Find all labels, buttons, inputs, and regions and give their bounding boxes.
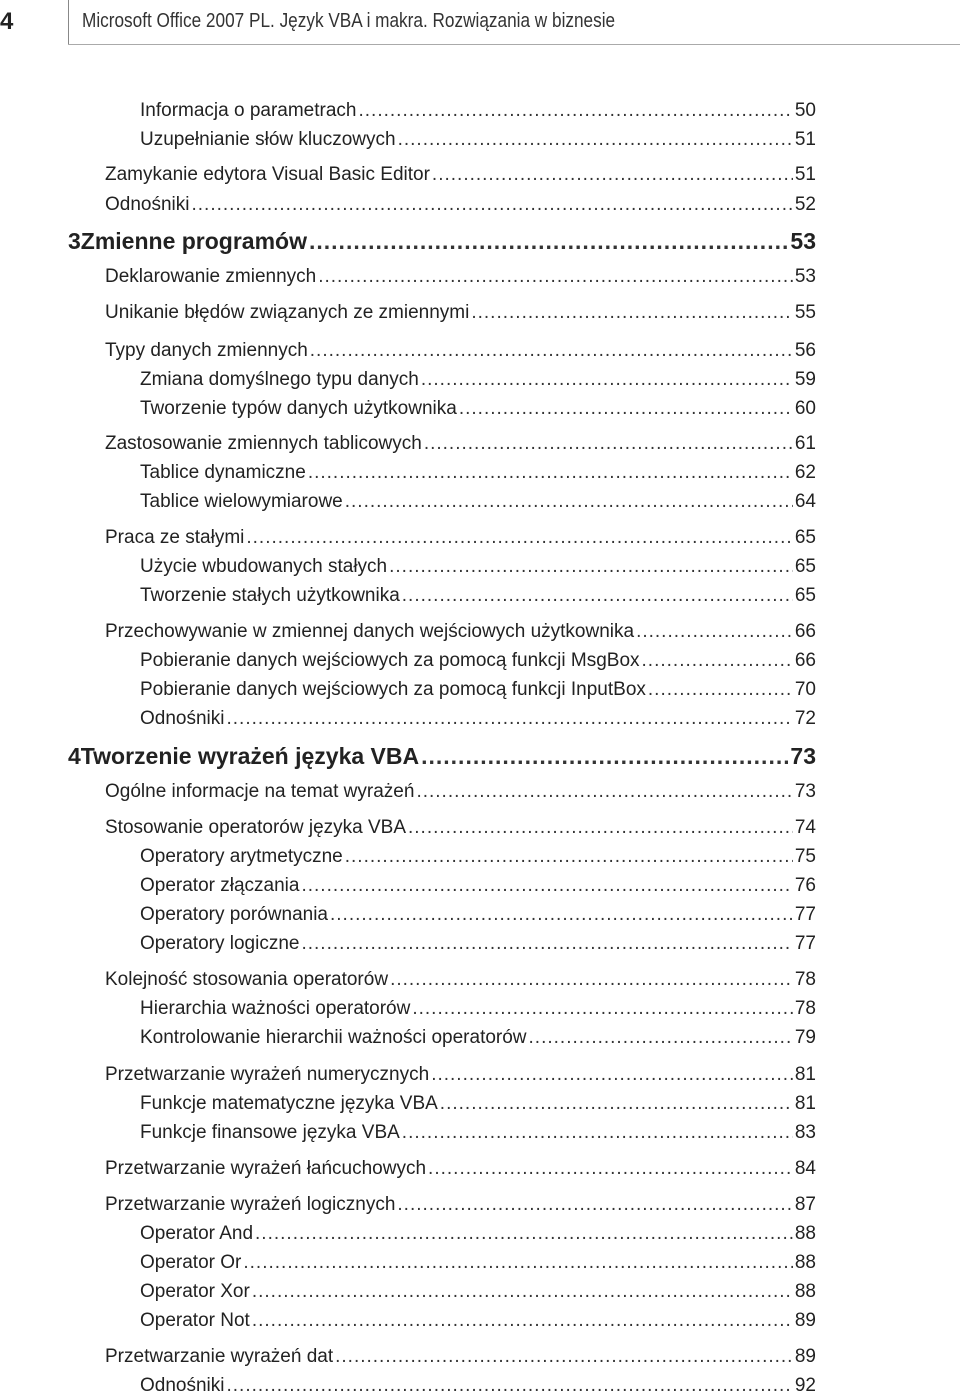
toc-page-number: 92 xyxy=(794,1375,816,1396)
toc-entry-title: Operatory porównania xyxy=(140,904,328,925)
toc-entry-title: Operator Xor xyxy=(140,1281,250,1302)
toc-entry[interactable] xyxy=(140,904,816,926)
toc-entry[interactable] xyxy=(140,875,816,897)
dot-leader xyxy=(309,228,788,255)
toc-entry-title: Odnośniki xyxy=(140,708,225,729)
dot-leader xyxy=(431,1064,793,1086)
dot-leader xyxy=(642,650,793,672)
toc-entry-title: Deklarowanie zmiennych xyxy=(105,266,317,287)
toc-page-number: 88 xyxy=(794,1281,816,1302)
toc-page-number: 66 xyxy=(794,621,816,642)
toc-entry-title: Przetwarzanie wyrażeń numerycznych xyxy=(105,1064,430,1085)
header-divider xyxy=(68,0,69,44)
toc-page-number: 53 xyxy=(794,266,816,287)
dot-leader xyxy=(529,1027,793,1049)
dot-leader xyxy=(636,621,793,643)
toc-entry[interactable] xyxy=(140,462,816,484)
toc-entry-title: Stosowanie operatorów języka VBA xyxy=(105,817,406,838)
dot-leader xyxy=(402,1122,793,1144)
dot-leader xyxy=(308,462,793,484)
dot-leader xyxy=(389,556,793,578)
toc-entry-title: Hierarchia ważności operatorów xyxy=(140,998,411,1019)
toc-entry-title: Uzupełnianie słów kluczowych xyxy=(140,129,396,150)
toc-page-number: 56 xyxy=(794,340,816,361)
dot-leader xyxy=(421,369,793,391)
toc-entry[interactable] xyxy=(140,398,816,420)
toc-page-number: 88 xyxy=(794,1223,816,1244)
toc-page-number: 87 xyxy=(794,1194,816,1215)
dot-leader xyxy=(432,164,793,186)
toc-entry[interactable] xyxy=(105,1346,816,1368)
dot-leader xyxy=(252,1281,793,1303)
dot-leader xyxy=(227,1375,793,1397)
toc-entry[interactable] xyxy=(105,194,816,216)
toc-entry[interactable] xyxy=(105,817,816,839)
toc-page-number: 59 xyxy=(794,369,816,390)
dot-leader xyxy=(398,129,793,151)
dot-leader xyxy=(412,998,793,1020)
toc-chapter[interactable] xyxy=(68,228,816,255)
toc-entry-title: Tworzenie stałych użytkownika xyxy=(140,585,400,606)
dot-leader xyxy=(440,1093,793,1115)
toc-page-number: 65 xyxy=(794,556,816,577)
toc-page-number: 51 xyxy=(794,129,816,150)
toc-page-number: 65 xyxy=(794,585,816,606)
toc-entry-title: Operator Or xyxy=(140,1252,242,1273)
dot-leader xyxy=(345,846,793,868)
toc-page-number: 77 xyxy=(794,933,816,954)
toc-entry[interactable] xyxy=(105,302,816,324)
toc-entry[interactable] xyxy=(105,164,816,186)
dot-leader xyxy=(359,100,793,122)
toc-entry[interactable] xyxy=(140,1122,816,1144)
toc-entry[interactable] xyxy=(140,369,816,391)
toc-entry[interactable] xyxy=(140,998,816,1020)
toc-entry[interactable] xyxy=(140,100,816,122)
toc-entry[interactable] xyxy=(105,969,816,991)
toc-page-number: 62 xyxy=(794,462,816,483)
toc-entry-title: Operatory logiczne xyxy=(140,933,300,954)
dot-leader xyxy=(428,1158,793,1180)
toc-entry-title: Unikanie błędów związanych ze zmiennymi xyxy=(105,302,470,323)
toc-page-number: 88 xyxy=(794,1252,816,1273)
toc-page-number: 73 xyxy=(790,743,816,769)
toc-entry-title: Funkcje finansowe języka VBA xyxy=(140,1122,400,1143)
toc-chapter[interactable] xyxy=(68,743,816,770)
dot-leader xyxy=(243,1252,792,1274)
toc-entry[interactable] xyxy=(140,1281,816,1303)
toc-page-number: 81 xyxy=(794,1064,816,1085)
toc-entry[interactable] xyxy=(140,1093,816,1115)
dot-leader xyxy=(421,743,788,770)
toc-entry-title: Operator złączania xyxy=(140,875,300,896)
toc-page-number: 65 xyxy=(794,527,816,548)
toc-page-number: 72 xyxy=(794,708,816,729)
toc-entry-title: Tworzenie typów danych użytkownika xyxy=(140,398,457,419)
dot-leader xyxy=(345,491,793,513)
toc-entry-title: Zmienne programów xyxy=(80,228,307,254)
toc-page-number: 50 xyxy=(794,100,816,121)
toc-entry-title: Kontrolowanie hierarchii ważności operatorów xyxy=(140,1027,527,1048)
toc-entry-title: Ogólne informacje na temat wyrażeń xyxy=(105,781,415,802)
toc-entry[interactable] xyxy=(140,679,816,701)
toc-entry-title: Zmiana domyślnego typu danych xyxy=(140,369,419,390)
dot-leader xyxy=(397,1194,792,1216)
toc-page-number: 83 xyxy=(794,1122,816,1143)
toc-page-number: 70 xyxy=(794,679,816,700)
toc-page-number: 84 xyxy=(794,1158,816,1179)
chapter-number: 4 xyxy=(68,743,81,769)
toc-entry[interactable] xyxy=(105,340,816,362)
toc-entry-title: Tablice dynamiczne xyxy=(140,462,306,483)
toc-entry-title: Pobieranie danych wejściowych za pomocą funkcji MsgBox xyxy=(140,650,640,671)
toc-entry-title: Kolejność stosowania operatorów xyxy=(105,969,389,990)
toc-entry[interactable] xyxy=(140,1027,816,1049)
toc-entry-title: Informacja o parametrach xyxy=(140,100,357,121)
dot-leader xyxy=(390,969,793,991)
chapter-number: 3 xyxy=(68,228,81,254)
toc-page-number: 78 xyxy=(794,998,816,1019)
dot-leader xyxy=(402,585,793,607)
toc-entry[interactable] xyxy=(140,129,816,151)
toc-entry[interactable] xyxy=(105,266,816,288)
dot-leader xyxy=(192,194,793,216)
toc-entry[interactable] xyxy=(140,1310,816,1332)
toc-entry-title: Operator And xyxy=(140,1223,254,1244)
toc-page-number: 61 xyxy=(794,433,816,454)
dot-leader xyxy=(416,781,792,803)
dot-leader xyxy=(648,679,793,701)
toc-page-number: 77 xyxy=(794,904,816,925)
toc-page-number: 89 xyxy=(794,1346,816,1367)
toc-entry[interactable] xyxy=(140,1252,816,1274)
toc-page-number: 73 xyxy=(794,781,816,802)
toc-entry-title: Praca ze stałymi xyxy=(105,527,245,548)
dot-leader xyxy=(424,433,793,455)
dot-leader xyxy=(459,398,793,420)
toc-page-number: 66 xyxy=(794,650,816,671)
toc-entry[interactable] xyxy=(140,933,816,955)
header-underline xyxy=(68,44,960,45)
toc-entry-title: Zamykanie edytora Visual Basic Editor xyxy=(105,164,430,185)
toc-entry[interactable] xyxy=(140,708,816,730)
toc-page-number: 79 xyxy=(794,1027,816,1048)
toc-entry-title: Funkcje matematyczne języka VBA xyxy=(140,1093,438,1114)
toc-page-number: 51 xyxy=(794,164,816,185)
toc-entry-title: Pobieranie danych wejściowych za pomocą funkcji InputBox xyxy=(140,679,646,700)
dot-leader xyxy=(255,1223,793,1245)
toc-page-number: 53 xyxy=(790,228,816,254)
toc-entry[interactable] xyxy=(140,846,816,868)
toc-page-number: 52 xyxy=(794,194,816,215)
dot-leader xyxy=(330,904,793,926)
toc-entry-title: Przetwarzanie wyrażeń łańcuchowych xyxy=(105,1158,427,1179)
toc-entry-title: Zastosowanie zmiennych tablicowych xyxy=(105,433,422,454)
toc-entry-title: Przechowywanie w zmiennej danych wejściowych użytkownika xyxy=(105,621,635,642)
toc-entry[interactable] xyxy=(105,527,816,549)
toc-entry[interactable] xyxy=(140,556,816,578)
toc-entry-title: Tworzenie wyrażeń języka VBA xyxy=(80,743,420,769)
toc-entry[interactable] xyxy=(105,433,816,455)
toc-entry[interactable] xyxy=(105,1194,816,1216)
page-header xyxy=(0,0,960,44)
dot-leader xyxy=(471,302,793,324)
toc-entry-title: Odnośniki xyxy=(140,1375,225,1396)
toc-entry-title: Przetwarzanie wyrażeń dat xyxy=(105,1346,334,1367)
dot-leader xyxy=(301,875,792,897)
toc-entry-title: Tablice wielowymiarowe xyxy=(140,491,343,512)
toc-entry[interactable] xyxy=(140,585,816,607)
dot-leader xyxy=(252,1310,793,1332)
toc-page-number: 81 xyxy=(794,1093,816,1114)
dot-leader xyxy=(310,340,793,362)
toc-page-number: 60 xyxy=(794,398,816,419)
dot-leader xyxy=(227,708,793,730)
toc-entry-title: Przetwarzanie wyrażeń logicznych xyxy=(105,1194,396,1215)
page-number: 4 xyxy=(0,8,14,35)
dot-leader xyxy=(335,1346,793,1368)
toc-page-number: 89 xyxy=(794,1310,816,1331)
dot-leader xyxy=(318,266,793,288)
toc-entry-title: Odnośniki xyxy=(105,194,190,215)
toc-page-number: 74 xyxy=(794,817,816,838)
toc-entry[interactable] xyxy=(105,1158,816,1180)
toc-page-number: 64 xyxy=(794,491,816,512)
toc-entry-title: Typy danych zmiennych xyxy=(105,340,308,361)
dot-leader xyxy=(301,933,792,955)
dot-leader xyxy=(246,527,792,549)
toc-entry[interactable] xyxy=(140,650,816,672)
running-title: Microsoft Office 2007 PL. Język VBA i makra. Rozwiązania w biznesie xyxy=(82,10,616,32)
toc-entry-title: Operatory arytmetyczne xyxy=(140,846,343,867)
toc-entry[interactable] xyxy=(105,1064,816,1086)
toc-entry[interactable] xyxy=(140,1223,816,1245)
toc-page-number: 76 xyxy=(794,875,816,896)
toc-entry[interactable] xyxy=(105,781,816,803)
toc-page-number: 78 xyxy=(794,969,816,990)
dot-leader xyxy=(408,817,793,839)
toc-entry[interactable] xyxy=(140,1375,816,1397)
toc-page-number: 75 xyxy=(794,846,816,867)
toc-entry-title: Użycie wbudowanych stałych xyxy=(140,556,388,577)
toc-page-number: 55 xyxy=(794,302,816,323)
toc-entry[interactable] xyxy=(140,491,816,513)
toc-entry[interactable] xyxy=(105,621,816,643)
toc-entry-title: Operator Not xyxy=(140,1310,250,1331)
